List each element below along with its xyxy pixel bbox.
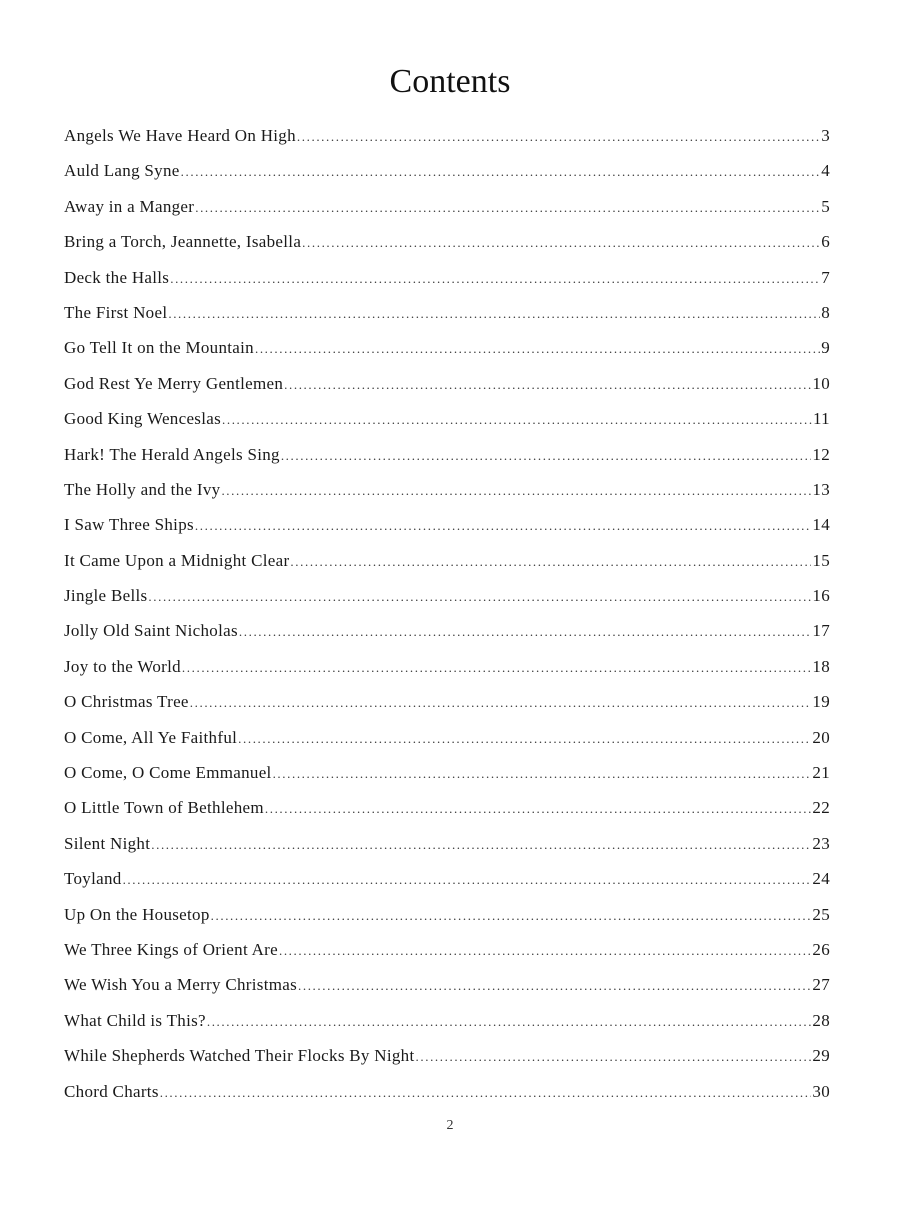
toc-entry-page: 26: [812, 939, 830, 959]
toc-entry-title: God Rest Ye Merry Gentlemen: [64, 373, 284, 393]
table-of-contents: [64, 118, 830, 1109]
dot-leader: [151, 827, 811, 861]
dot-leader: [190, 685, 812, 719]
toc-entry-page: 8: [821, 302, 830, 322]
dot-leader: [255, 331, 820, 365]
toc-entry-title: O Little Town of Bethlehem: [64, 798, 264, 818]
toc-entry-page: 10: [812, 373, 830, 393]
dot-leader: [195, 190, 820, 224]
toc-entry-title: Joy to the World: [64, 656, 181, 676]
toc-entry-page: 12: [812, 444, 830, 464]
toc-entry[interactable]: [64, 826, 830, 861]
toc-entry-page: 19: [812, 692, 830, 712]
toc-entry[interactable]: [64, 260, 830, 295]
toc-entry-page: 5: [821, 196, 830, 216]
toc-entry[interactable]: [64, 153, 830, 188]
toc-entry[interactable]: [64, 543, 830, 578]
dot-leader: [211, 898, 812, 932]
toc-entry-page: 6: [821, 232, 830, 252]
dot-leader: [181, 154, 821, 188]
toc-entry-page: 16: [812, 586, 830, 606]
toc-entry-page: 28: [812, 1010, 830, 1030]
toc-entry-page: 14: [812, 515, 830, 535]
toc-entry-page: 17: [812, 621, 830, 641]
toc-entry-page: 22: [812, 798, 830, 818]
toc-entry-page: 20: [812, 727, 830, 747]
toc-entry[interactable]: [64, 507, 830, 542]
dot-leader: [160, 1075, 812, 1109]
dot-leader: [302, 225, 820, 259]
toc-entry-page: 21: [812, 763, 830, 783]
toc-entry[interactable]: [64, 932, 830, 967]
dot-leader: [207, 1004, 812, 1038]
toc-entry-title: O Come, O Come Emmanuel: [64, 763, 272, 783]
toc-entry[interactable]: [64, 366, 830, 401]
toc-entry-page: 23: [812, 833, 830, 853]
toc-entry-page: 9: [821, 338, 830, 358]
toc-entry[interactable]: [64, 790, 830, 825]
toc-entry-page: 27: [812, 975, 830, 995]
toc-entry[interactable]: [64, 1038, 830, 1073]
dot-leader: [238, 721, 811, 755]
dot-leader: [221, 473, 811, 507]
dot-leader: [298, 968, 811, 1002]
dot-leader: [297, 119, 820, 153]
toc-entry[interactable]: [64, 613, 830, 648]
page-title: Contents: [389, 63, 511, 100]
dot-leader: [222, 402, 812, 436]
toc-entry-title: O Christmas Tree: [64, 692, 189, 712]
toc-entry-title: Jolly Old Saint Nicholas: [64, 621, 238, 641]
toc-entry-title: I Saw Three Ships: [64, 515, 194, 535]
toc-entry-page: 15: [812, 550, 830, 570]
toc-entry-title: The Holly and the Ivy: [64, 479, 221, 499]
toc-entry[interactable]: [64, 118, 830, 153]
toc-entry-title: Chord Charts: [64, 1081, 159, 1101]
toc-entry-page: 30: [812, 1081, 830, 1101]
toc-entry[interactable]: [64, 967, 830, 1002]
toc-entry-page: 4: [821, 161, 830, 181]
toc-entry[interactable]: [64, 755, 830, 790]
toc-entry[interactable]: [64, 437, 830, 472]
toc-entry-title: Angels We Have Heard On High: [64, 126, 296, 145]
dot-leader: [284, 367, 811, 401]
dot-leader: [273, 756, 812, 790]
toc-entry[interactable]: [64, 897, 830, 932]
toc-entry-title: We Three Kings of Orient Are: [64, 939, 278, 959]
toc-entry[interactable]: [64, 720, 830, 755]
toc-entry-title: Silent Night: [64, 833, 151, 853]
dot-leader: [416, 1039, 812, 1073]
dot-leader: [281, 438, 812, 472]
toc-entry-page: 13: [812, 479, 830, 499]
toc-entry-page: 29: [812, 1046, 830, 1066]
toc-entry-title: Go Tell It on the Mountain: [64, 338, 254, 358]
toc-entry[interactable]: [64, 401, 830, 436]
dot-leader: [170, 261, 820, 295]
toc-entry[interactable]: [64, 684, 830, 719]
toc-entry-title: Good King Wenceslas: [64, 409, 221, 429]
dot-leader: [279, 933, 811, 967]
toc-entry[interactable]: [64, 330, 830, 365]
toc-entry[interactable]: [64, 295, 830, 330]
page-number: 2: [446, 1118, 454, 1133]
toc-entry-page: 25: [812, 904, 830, 924]
toc-entry-page: 11: [813, 409, 830, 429]
toc-entry-page: 7: [821, 267, 830, 287]
toc-entry-title: Bring a Torch, Jeannette, Isabella: [64, 232, 302, 252]
toc-entry-title: Deck the Halls: [64, 267, 170, 287]
toc-entry[interactable]: [64, 578, 830, 613]
dot-leader: [123, 862, 812, 896]
toc-entry-title: What Child is This?: [64, 1010, 206, 1030]
toc-entry[interactable]: [64, 189, 830, 224]
dot-leader: [195, 508, 811, 542]
toc-entry[interactable]: [64, 472, 830, 507]
dot-leader: [239, 614, 812, 648]
toc-entry-title: Up On the Housetop: [64, 904, 210, 924]
toc-entry-title: Auld Lang Syne: [64, 161, 180, 181]
toc-entry-page: 18: [812, 656, 830, 676]
dot-leader: [290, 544, 811, 578]
toc-entry-page: 3: [821, 126, 830, 145]
toc-entry[interactable]: [64, 224, 830, 259]
dot-leader: [168, 296, 820, 330]
dot-leader: [265, 791, 812, 825]
toc-entry-title: While Shepherds Watched Their Flocks By Night: [64, 1046, 415, 1066]
toc-entry-title: Away in a Manger: [64, 196, 195, 216]
dot-leader: [148, 579, 811, 613]
dot-leader: [182, 650, 811, 684]
toc-entry-title: The First Noel: [64, 302, 168, 322]
toc-entry[interactable]: [64, 861, 830, 896]
toc-entry[interactable]: [64, 1003, 830, 1038]
toc-entry-title: It Came Upon a Midnight Clear: [64, 550, 290, 570]
toc-entry-title: O Come, All Ye Faithful: [64, 727, 238, 747]
toc-entry-title: Toyland: [64, 869, 122, 889]
toc-entry[interactable]: [64, 1074, 830, 1109]
toc-entry-title: Jingle Bells: [64, 586, 148, 606]
toc-entry-page: 24: [812, 869, 830, 889]
toc-entry[interactable]: [64, 649, 830, 684]
toc-entry-title: Hark! The Herald Angels Sing: [64, 444, 280, 464]
toc-entry-title: We Wish You a Merry Christmas: [64, 975, 297, 995]
